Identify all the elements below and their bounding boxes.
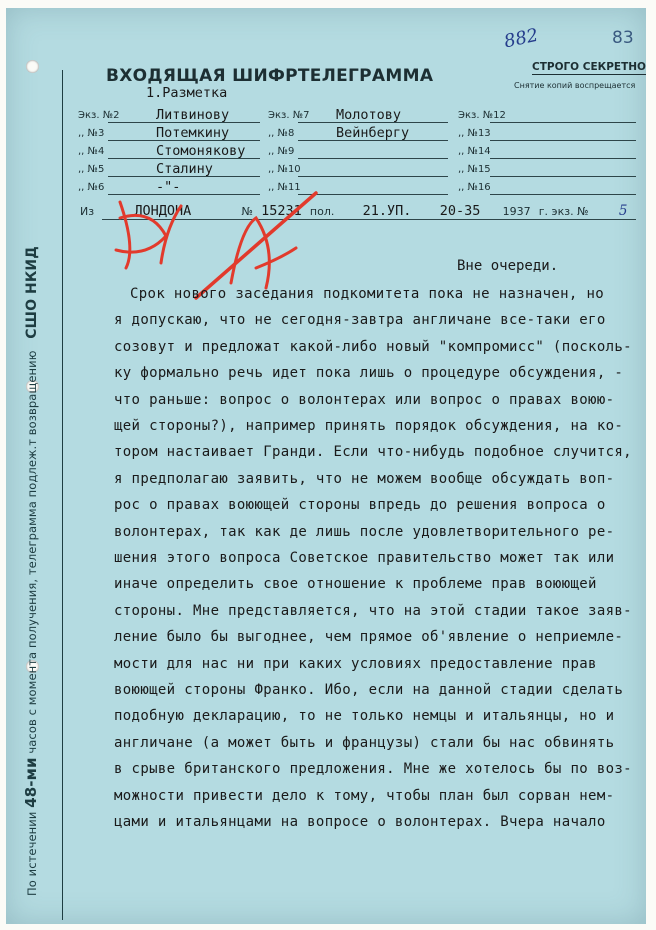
- copy-label: ,, №15: [458, 164, 491, 175]
- body-line: иначе определить свое отношение к проблеме прав воюющей: [114, 576, 597, 593]
- copy-label: ,, №9: [268, 146, 295, 157]
- recipient-name: Литвинову: [156, 107, 230, 123]
- document-title: ВХОДЯЩАЯ ШИФРТЕЛЕГРАММА: [106, 66, 434, 86]
- no-copy-notice: Снятие копий воспрещается: [514, 81, 636, 90]
- body-line: подобную декларацию, то не только немцы и итальянцы, но и: [114, 708, 615, 725]
- copy-label: ,, №4: [78, 146, 105, 157]
- priority-note: Вне очереди.: [457, 258, 559, 274]
- handwritten-number: 882: [502, 24, 541, 53]
- punch-hole: [26, 60, 39, 73]
- return-notice: По истечении 48-ми часов с момента получения, телеграмма подлеж.т возвращению СШО НКИД: [22, 246, 40, 896]
- copy-label: ,, №14: [458, 146, 491, 157]
- body-line: рос о правах воюющей стороны впредь до решения вопроса о: [114, 497, 606, 514]
- body-line: воюющей стороны Франко. Ибо, если на данной стадии сделать: [114, 682, 624, 698]
- recipient-name: -"-: [156, 179, 181, 195]
- copy-label: ,, №6: [78, 182, 105, 193]
- recipient-name: Молотову: [336, 107, 402, 123]
- copy-line: [490, 140, 636, 141]
- recipient-name: Вейнбергу: [336, 125, 410, 141]
- body-line: можности привести дело к тому, чтобы план был сорван нем-: [114, 787, 615, 804]
- copy-label: ,, №5: [78, 164, 105, 175]
- copy-label: ,, №10: [268, 164, 301, 175]
- recipient-name: Сталину: [156, 161, 213, 177]
- body-line: мости для нас ни при каких условиях предоставление прав: [114, 655, 597, 672]
- copy-label: ,, №11: [268, 182, 301, 193]
- body-line: щей стороны?), например принять порядок обсуждения, на ко-: [114, 418, 624, 434]
- copy-label: ,, №13: [458, 128, 491, 139]
- body-line: Срок нового заседания подкомитета пока не назначен, но: [130, 286, 605, 302]
- body-line: тором настаивает Гранди. Если что-нибудь подобное случится,: [114, 444, 632, 461]
- telegram-origin: Из ЛОНДОНА № 15231 пол. 21.УП. 20-35 1937 г. экз. № 5: [80, 203, 628, 219]
- body-line: ку формально речь идет пока лишь о процедуре обсуждения, -: [114, 365, 624, 382]
- body-line: ление было бы выгоднее, чем прямое об'явление о неприемле-: [114, 629, 624, 646]
- copy-label: ,, №3: [78, 128, 105, 139]
- page-number: 83: [612, 28, 634, 48]
- copy-label: ,, №16: [458, 182, 491, 193]
- body-line: цами и итальянцами на вопросе о волонтерах. Вчера начало: [114, 814, 606, 830]
- copy-line: [490, 158, 636, 159]
- copy-number: 5: [618, 203, 628, 219]
- body-line: созовут и предложат какой-либо новый "компромисс" (посколь-: [114, 338, 632, 355]
- received-date: 21.УП.: [362, 203, 412, 219]
- body-line: стороны. Мне представляется, что на этой стадии такое заяв-: [114, 602, 632, 619]
- body-line: что раньше: вопрос о волонтерах или вопрос о правах воюю-: [114, 391, 615, 408]
- received-time: 20-35: [439, 203, 481, 219]
- origin-city: ЛОНДОНА: [134, 203, 192, 219]
- copy-line: [490, 176, 636, 177]
- razmetka-note: 1.Разметка: [146, 85, 228, 101]
- body-line: волонтерах, так как де лишь после удовлетворительного ре-: [114, 523, 615, 540]
- copy-line: [298, 176, 448, 177]
- copy-line: [490, 122, 636, 123]
- copy-label: ,, №8: [268, 128, 295, 139]
- body-line: в срыве британского предложения. Мне же хотелось бы по воз-: [114, 761, 632, 778]
- telegram-sheet: [6, 8, 646, 924]
- recipient-name: Стомонякову: [156, 143, 246, 159]
- margin-rule: [62, 70, 63, 920]
- telegram-number: 15231: [261, 203, 302, 219]
- body-line: шения этого вопроса Советское правительство может так или: [114, 550, 615, 566]
- copy-label: Экз. №2: [78, 110, 120, 121]
- copy-label: Экз. №7: [268, 110, 310, 121]
- body-line: я допускаю, что не сегодня-завтра англичане все-таки его: [114, 312, 606, 329]
- body-line: я предполагаю заявить, что не можем вообще обсуждать воп-: [114, 470, 615, 487]
- copy-line: [298, 158, 448, 159]
- secret-stamp: СТРОГО СЕКРЕТНО: [532, 61, 646, 73]
- recipient-name: Потемкину: [156, 125, 230, 141]
- body-line: англичане (а может быть и французы) стали бы нас обвинять: [114, 734, 615, 751]
- copy-line: [490, 194, 636, 195]
- copy-label: Экз. №12: [458, 110, 506, 121]
